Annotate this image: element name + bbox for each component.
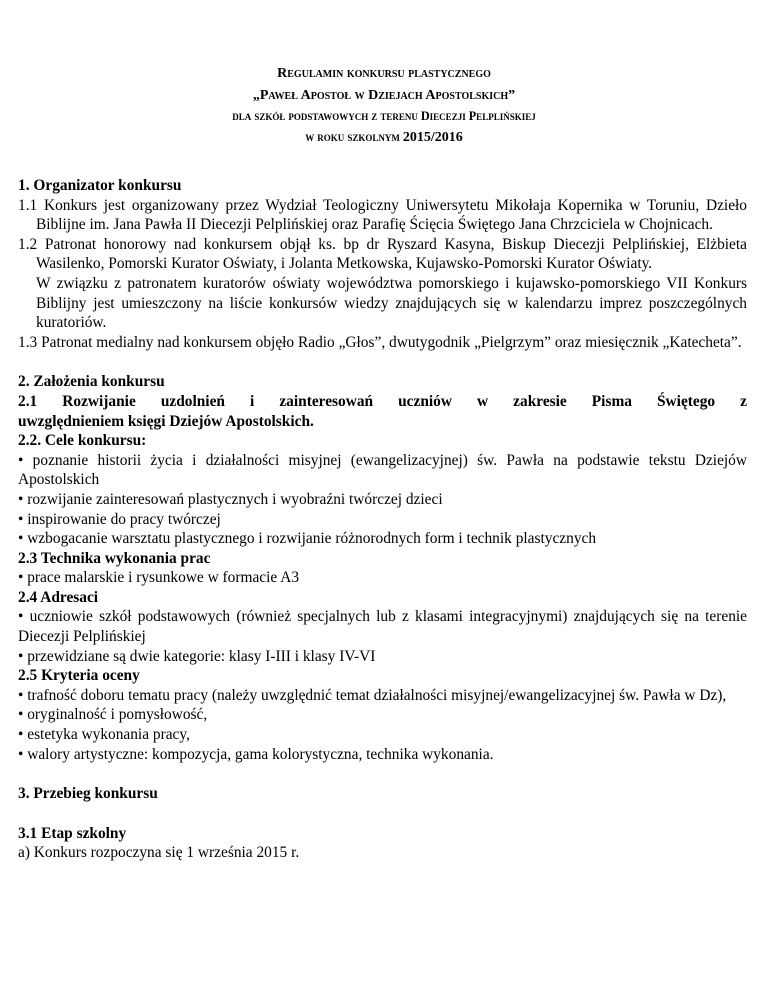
- section-1-heading: 1. Organizator konkursu: [18, 177, 182, 194]
- technique-item: • prace malarskie i rysunkowe w formacie A3: [18, 569, 300, 587]
- goal-item: • poznanie historii życia i działalności misyjnej (ewangelizacyjnej) św. Pawła na podstawie tekstu Dziejów Apostolskich: [18, 451, 747, 489]
- paragraph-1-1: 1.1 Konkurs jest organizowany przez Wydział Teologiczny Uniwersytetu Mikołaja Kopernika w Toruniu, Dzieło Biblijne im. Jana Pawła II Diecezji Pelplińskiej oraz Parafię Ścięcia Świętego Jana Chrzciciela w Chojnicach.: [18, 196, 747, 234]
- paragraph-1-2: 1.2 Patronat honorowy nad konkursem objął ks. bp dr Ryszard Kasyna, Biskup Diecezji Pelplińskiej, Elżbieta Wasilenko, Pomorski Kurator Oświaty, i Jolanta Metkowska, Kujawsko-Pomorski Kurator Oświaty.: [18, 235, 747, 273]
- addressee-item: • uczniowie szkół podstawowych (również specjalnych lub z klasami integracyjnymi) znajdujących się na terenie Diecezji Pelplińskiej: [18, 608, 747, 646]
- goal-item: • rozwijanie zainteresowań plastycznych i wyobraźni twórczej dzieci: [18, 490, 443, 508]
- criteria-item: • trafność doboru tematu pracy (należy uwzględnić temat działalności misyjnej/ewangelizacyjnej św. Pawła w Dz),: [18, 686, 727, 704]
- addressee-item: • przewidziane są dwie kategorie: klasy I-III i klasy IV-VI: [18, 647, 376, 665]
- school-year: 2015/2016: [402, 130, 463, 145]
- criteria-item: • walory artystyczne: kompozycja, gama kolorystyczna, technika wykonania.: [18, 745, 494, 763]
- goal-item: • inspirowanie do pracy twórczej: [18, 510, 221, 528]
- doc-title-line-4-text: w roku szkolnym: [305, 130, 403, 144]
- subheading-2-5: 2.5 Kryteria oceny: [18, 667, 140, 685]
- criteria-item: • oryginalność i pomysłowość,: [18, 706, 208, 724]
- paragraph-1-2-continued: W związku z patronatem kuratorów oświaty województwa pomorskiego i kujawsko-pomorskiego VII Konkurs Biblijny jest umieszczony na liście konkursów wiedzy znajdujących się w kalendarzu imprez poszczególnych kuratoriów.: [36, 274, 747, 332]
- criteria-item: • estetyka wykonania pracy,: [18, 726, 190, 744]
- doc-title-line-2: „Paweł Apostoł w Dziejach Apostolskich”: [252, 88, 516, 103]
- paragraph-2-1-line-1: 2.1 Rozwijanie uzdolnień i zainteresowań uczniów w zakresie Pisma Świętego z: [18, 392, 747, 410]
- section-2-heading: 2. Założenia konkursu: [18, 373, 165, 391]
- paragraph-2-1-line-2: uwzględnieniem księgi Dziejów Apostolskich.: [18, 412, 314, 430]
- subheading-3-1: 3.1 Etap szkolny: [18, 824, 127, 842]
- subheading-2-4: 2.4 Adresaci: [18, 588, 99, 606]
- subheading-2-2: 2.2. Cele konkursu:: [18, 432, 147, 450]
- section-3-heading: 3. Przebieg konkursu: [18, 785, 158, 803]
- doc-title-line-1: Regulamin konkursu plastycznego: [277, 66, 491, 81]
- subheading-2-3: 2.3 Technika wykonania prac: [18, 549, 211, 567]
- paragraph-1-3: 1.3 Patronat medialny nad konkursem objęło Radio „Głos”, dwutygodnik „Pielgrzym” oraz miesięcznik „Katecheta”.: [18, 333, 742, 351]
- document-body: [18, 176, 747, 863]
- paragraph-3-1-a: a) Konkurs rozpoczyna się 1 września 2015 r.: [18, 844, 300, 862]
- goal-item: • wzbogacanie warsztatu plastycznego i rozwijanie różnorodnych form i technik plastycznych: [18, 530, 597, 548]
- doc-title-line-4: [0, 128, 768, 148]
- doc-title-line-3: dla szkół podstawowych z terenu Diecezji Pelplińskiej: [232, 109, 536, 123]
